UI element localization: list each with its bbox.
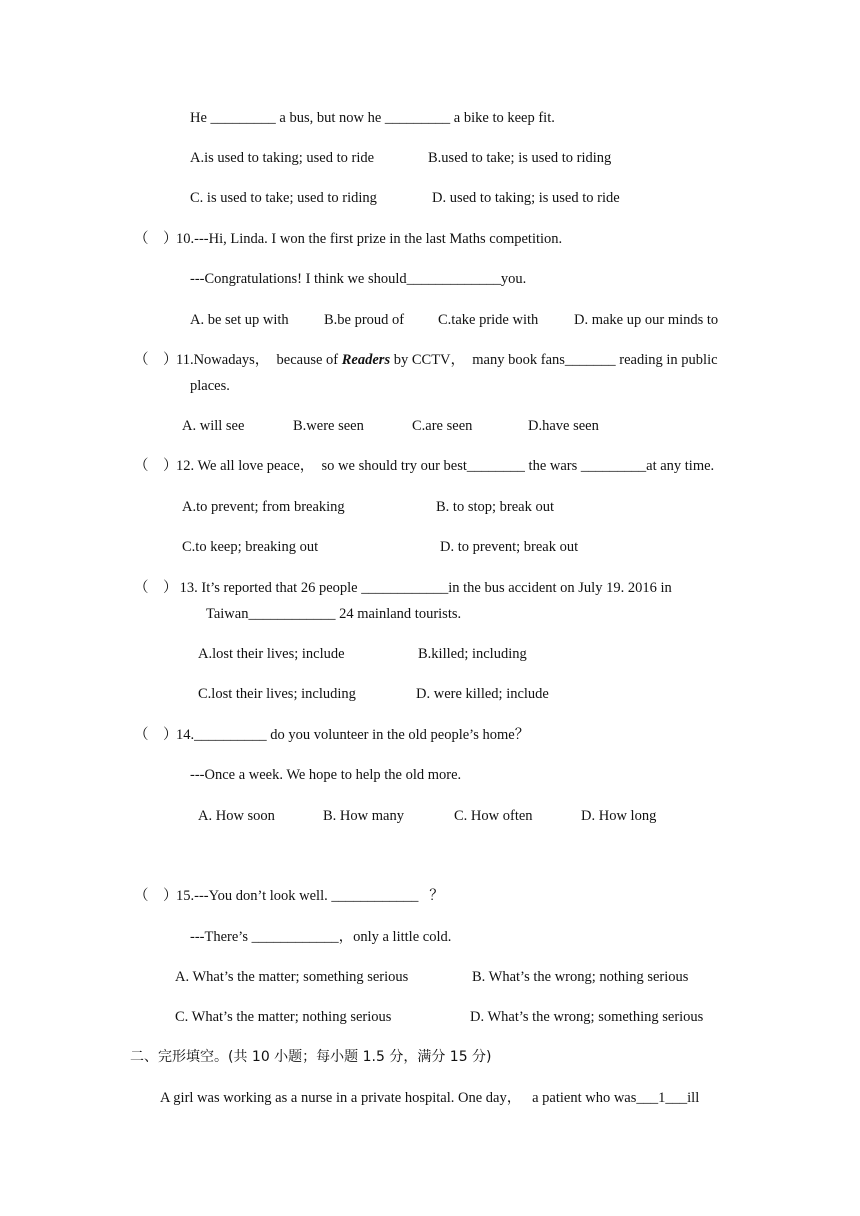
q12-option-a: A.to prevent; from breaking: [182, 499, 345, 515]
q11-stem: [176, 351, 718, 369]
q12-answer-paren: （ ）: [134, 458, 178, 474]
q13-option-c: C.lost their lives; including: [198, 686, 356, 702]
q10-reply: ---Congratulations! I think we should_____________you.: [190, 271, 527, 287]
q14-option-b: B. How many: [323, 808, 404, 824]
section-heading-cloze: 二、完形填空。(共 10 小题；每小题 1.5 分，满分 15 分): [130, 1049, 492, 1065]
q11-stem-before: 11.Nowadays， because of: [176, 352, 342, 368]
cloze-passage-before: A girl was working as a nurse in a private hospital. One day， a patient who was: [160, 1090, 637, 1106]
q11-option-a: A. will see: [182, 418, 245, 434]
q14-answer-paren: （ ）: [134, 727, 178, 743]
q14-option-c: C. How often: [454, 808, 533, 824]
q15-option-c: C. What’s the matter; nothing serious: [175, 1009, 392, 1025]
q14-option-d: D. How long: [581, 808, 657, 824]
q14-option-a: A. How soon: [198, 808, 275, 824]
q12-option-b: B. to stop; break out: [436, 499, 555, 515]
q15-stem: 15.---You don’t look well. ____________ ？: [176, 888, 444, 904]
q15-answer-paren: （ ）: [134, 888, 178, 904]
q13-option-d: D. were killed; include: [416, 686, 549, 702]
q9-option-d: D. used to taking; is used to ride: [432, 190, 620, 206]
q10-option-a: A. be set up with: [190, 312, 289, 328]
cloze-passage-after: ill: [687, 1090, 700, 1106]
cloze-blank-1: ___1___: [636, 1090, 688, 1106]
q15-option-a: A. What’s the matter; something serious: [175, 969, 409, 985]
q10-option-b: B.be proud of: [324, 312, 405, 328]
q11-option-d: D.have seen: [528, 418, 599, 434]
q15-option-d: D. What’s the wrong; something serious: [470, 1009, 704, 1025]
q9-option-a: A.is used to taking; used to ride: [190, 150, 375, 166]
q9-option-c: C. is used to take; used to riding: [190, 190, 377, 206]
q11-option-b: B.were seen: [293, 418, 364, 434]
q14-reply: ---Once a week. We hope to help the old more.: [190, 767, 462, 783]
q12-stem: 12. We all love peace， so we should try our best________ the wars _________at any time.: [176, 458, 715, 474]
q13-option-a: A.lost their lives; include: [198, 646, 345, 662]
q13-stem: 13. It’s reported that 26 people ____________in the bus accident on July 19. 2016 in: [176, 580, 672, 596]
q14-stem: 14.__________ do you volunteer in the old people’s home？: [176, 727, 530, 743]
q10-option-c: C.take pride with: [438, 312, 539, 328]
q13-stem-continued: Taiwan____________ 24 mainland tourists.: [206, 606, 462, 622]
q11-answer-paren: （ ）: [134, 352, 178, 368]
cloze-passage-first-line: [160, 1089, 699, 1107]
q11-stem-continued: places.: [190, 378, 230, 394]
q11-option-c: C.are seen: [412, 418, 473, 434]
q10-answer-paren: （ ）: [134, 231, 178, 247]
q13-option-b: B.killed; including: [418, 646, 527, 662]
q10-stem: 10.---Hi, Linda. I won the first prize in the last Maths competition.: [176, 231, 563, 247]
q13-answer-paren: （ ）: [134, 580, 178, 596]
q15-option-b: B. What’s the wrong; nothing serious: [472, 969, 689, 985]
q12-option-d: D. to prevent; break out: [440, 539, 579, 555]
q9-option-b: B.used to take; is used to riding: [428, 150, 612, 166]
q11-stem-after: by CCTV， many book fans_______ reading in public: [390, 352, 718, 368]
q10-option-d: D. make up our minds to: [574, 312, 719, 328]
q11-stem-emphasis: Readers: [341, 352, 391, 368]
q15-reply: ---There’s ____________，only a little cold.: [190, 929, 452, 945]
q12-option-c: C.to keep; breaking out: [182, 539, 319, 555]
q9-stem: He _________ a bus, but now he _________ a bike to keep fit.: [190, 110, 555, 126]
